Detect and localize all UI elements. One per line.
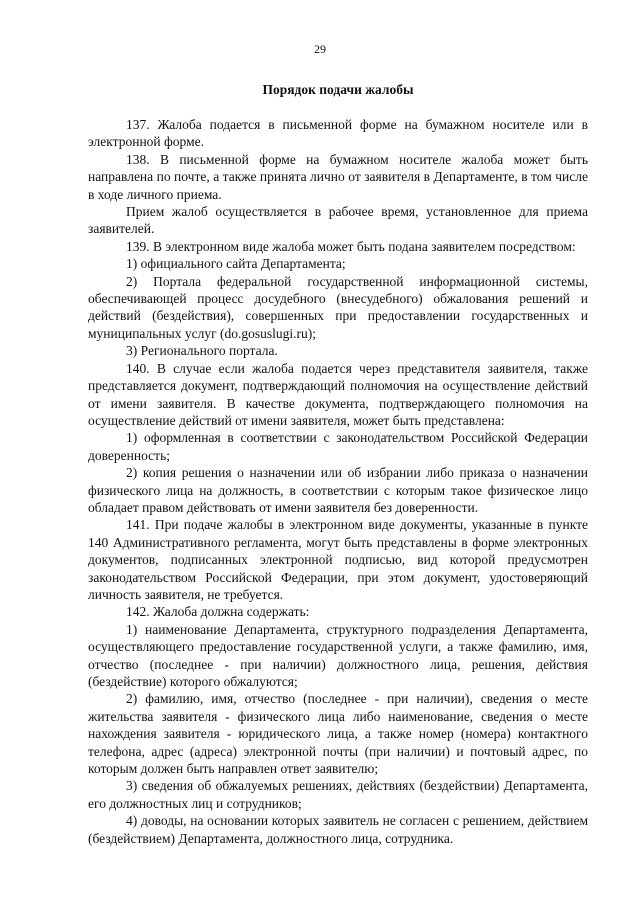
list-item-140-2: 2) копия решения о назначении или об избрании либо приказа о назначении физического лица на должность, в соответствии с которым такое физическое лицо обладает правом действовать от имени заявителя без доверенности. — [88, 465, 588, 515]
document-body — [88, 116, 588, 847]
list-item-139-1: 1) официального сайта Департамента; — [126, 256, 346, 272]
paragraph-140: 140. В случае если жалоба подается через представителя заявителя, также представляется документ, подтверждающий полномочия на осуществление действий от имени заявителя. В качестве документа, подтверждающего полномочия на осуществление действий от имени заявителя, может быть представлена: — [88, 360, 588, 428]
paragraph-139: 139. В электронном виде жалоба может быть подана заявителем посредством: — [126, 238, 576, 254]
paragraph-141: 141. При подаче жалобы в электронном виде документы, указанные в пункте 140 Административного регламента, могут быть представлены в форме электронных документов, подписанных электронной подписью, вид которой предусмотрен законодательством Российской Федерации, при этом документ, удостоверяющий личность заявителя, не требуется. — [88, 517, 588, 602]
page-number: 29 — [314, 42, 326, 56]
paragraph-142: 142. Жалоба должна содержать: — [126, 604, 310, 620]
list-item-142-4: 4) доводы, на основании которых заявитель не согласен с решением, действием (бездействием) Департамента, должностного лица, сотрудника. — [88, 813, 588, 846]
paragraph-reception-time: Прием жалоб осуществляется в рабочее время, установленное для приема заявителей. — [88, 204, 588, 237]
list-item-139-2: 2) Портала федеральной государственной информационной системы, обеспечивающей процесс досудебного (внесудебного) обжалования решений и действий (бездействия), совершенных при предоставлении государственных и муниципальных услуг (do.gosuslugi.ru); — [88, 273, 588, 341]
paragraph-138: 138. В письменной форме на бумажном носителе жалоба может быть направлена по почте, а также принята лично от заявителя в Департаменте, в том числе в ходе личного приема. — [88, 151, 588, 202]
list-item-142-1: 1) наименование Департамента, структурного подразделения Департамента, осуществляющего предоставление государственной услуги, а также фамилию, имя, отчество (последнее - при наличии) должностного лица, решения, действия (бездействие) которого обжалуются; — [88, 621, 588, 689]
list-item-142-3: 3) сведения об обжалуемых решениях, действиях (бездействии) Департамента, его должностных лиц и сотрудников; — [88, 778, 588, 811]
list-item-139-3: 3) Регионального портала. — [126, 343, 278, 359]
list-item-142-2: 2) фамилию, имя, отчество (последнее - при наличии), сведения о месте жительства заявителя - физического лица либо наименование, сведения о месте нахождения заявителя - юридического лица, а также номер (номера) контактного телефона, адрес (адреса) электронной почты (при наличии) и почтовый адрес, по которым должен быть направлен ответ заявителю; — [88, 691, 588, 777]
section-heading: Порядок подачи жалобы — [262, 82, 414, 97]
list-item-140-1: 1) оформленная в соответствии с законодательством Российской Федерации доверенность; — [88, 430, 588, 463]
paragraph-137: 137. Жалоба подается в письменной форме на бумажном носителе или в электронной форме. — [88, 117, 588, 150]
